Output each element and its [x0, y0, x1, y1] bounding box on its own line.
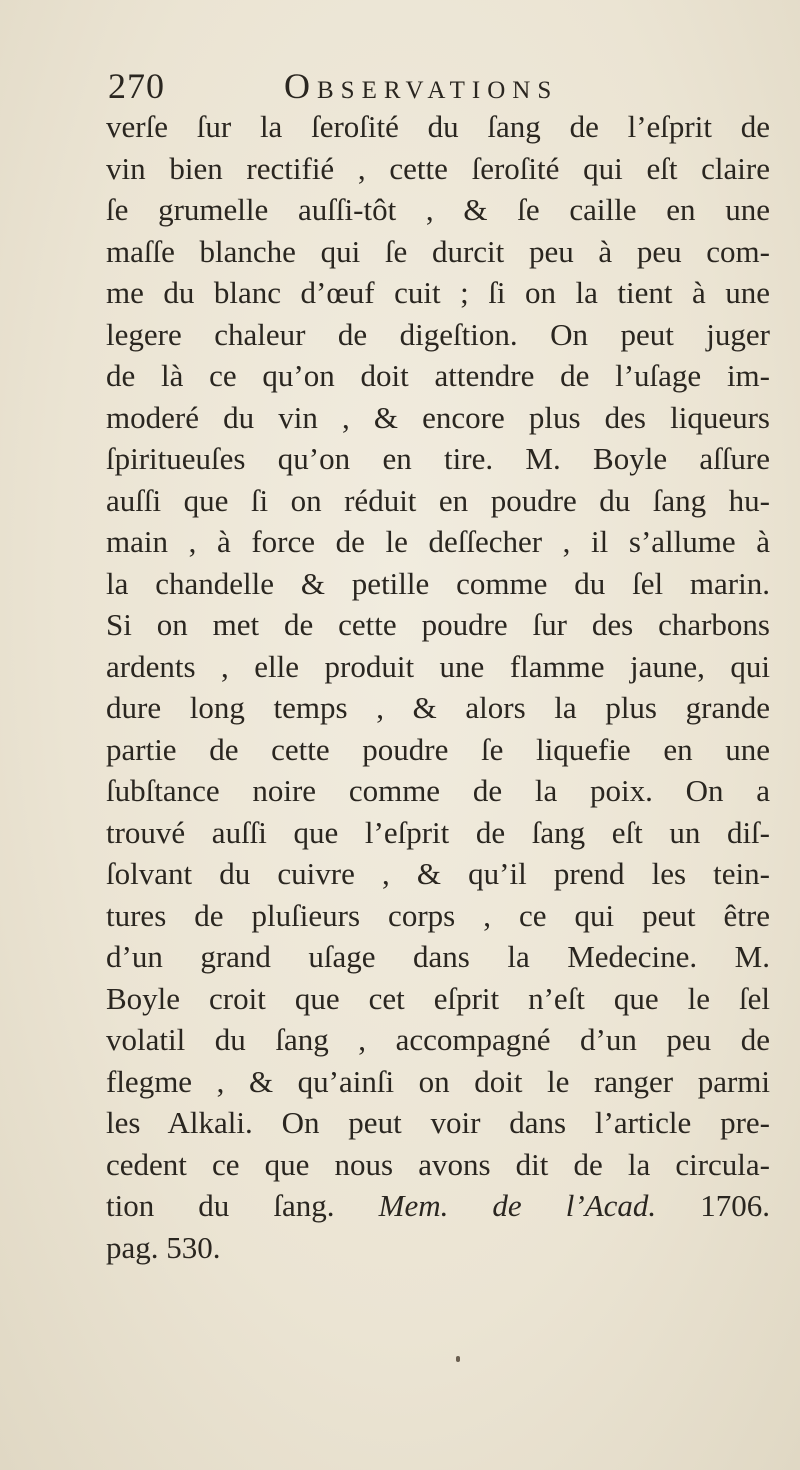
text-line: verſe ſur la ſeroſité du ſang de l’eſprit de — [106, 109, 770, 144]
text-line: ſolvant du cuivre , & qu’il prend les tein- — [106, 856, 770, 891]
text-line: maſſe blanche qui ſe durcit peu à peu com- — [106, 233, 770, 269]
text-line: moderé du vin , & encore plus des liqueurs — [106, 399, 770, 435]
text-line: ardents , elle produit une flamme jaune, qui — [106, 648, 770, 684]
page-number: 270 — [108, 66, 165, 106]
text-line: cedent ce que nous avons dit de la circula- — [106, 1146, 770, 1182]
text-line: legere chaleur de digeſtion. On peut juger — [106, 316, 770, 352]
ink-spot — [456, 1356, 460, 1362]
text-line: trouvé auſſi que l’eſprit de ſang eſt un diſ- — [106, 814, 770, 850]
body-text — [106, 106, 770, 1268]
text-line: ſe grumelle auſſi-tôt , & ſe caille en une — [106, 192, 770, 227]
citation-year: 1706. — [700, 1188, 771, 1223]
text-line: ſpiritueuſes qu’on en tire. M. Boyle aſſure — [106, 441, 770, 476]
text-line: tion du ſang. — [106, 1188, 335, 1223]
page-header — [108, 66, 708, 106]
citation-line — [106, 1185, 770, 1227]
text-line: auſſi que ſi on réduit en poudre du ſang hu- — [106, 482, 770, 518]
citation-source: Mem. de l’Acad. — [378, 1188, 657, 1223]
text-line: me du blanc d’œuf cuit ; ſi on la tient à une — [106, 275, 770, 310]
text-line: flegme , & qu’ainſi on doit le ranger parmi — [106, 1063, 770, 1099]
text-line: partie de cette poudre ſe liquefie en une — [106, 731, 770, 767]
text-line: de là ce qu’on doit attendre de l’uſage im- — [106, 358, 770, 393]
text-line: Si on met de cette poudre ſur des charbons — [106, 607, 770, 642]
text-line: d’un grand uſage dans la Medecine. M. — [106, 939, 770, 974]
text-line: tures de pluſieurs corps , ce qui peut être — [106, 897, 770, 933]
text-line: la chandelle & petille comme du ſel marin. — [106, 565, 770, 601]
running-title: Observations — [284, 66, 559, 106]
text-line: Boyle croit que cet eſprit n’eſt que le ſel — [106, 980, 770, 1016]
text-line: les Alkali. On peut voir dans l’article pre- — [106, 1105, 770, 1140]
text-line: main , à force de le deſſecher , il s’allume à — [106, 524, 770, 559]
text-line: vin bien rectifié , cette ſeroſité qui eſt claire — [106, 150, 770, 186]
text-line: volatil du ſang , accompagné d’un peu de — [106, 1022, 770, 1057]
text-line: ſubſtance noire comme de la poix. On a — [106, 773, 770, 808]
citation-page: pag. 530. — [106, 1229, 221, 1265]
text-line: dure long temps , & alors la plus grande — [106, 690, 770, 725]
